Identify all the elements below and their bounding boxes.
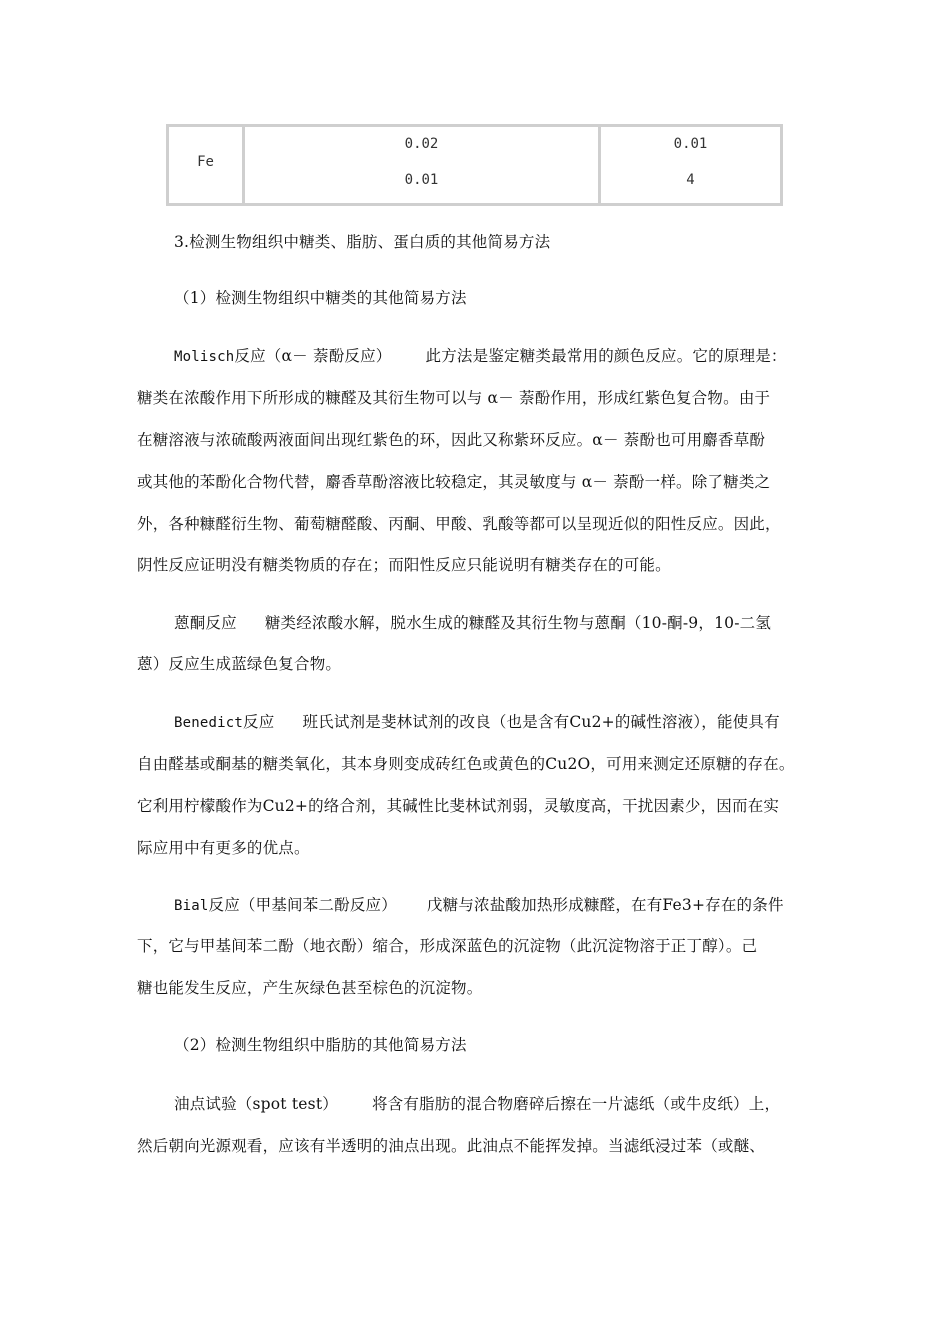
term-label: 反应: [243, 713, 275, 731]
paragraph-line: 下，它与甲基间苯二酚（地衣酚）缩合，形成深蓝色的沉淀物（此沉淀物溶于正丁醇）。己: [137, 937, 758, 955]
subsection-heading: （2）检测生物组织中脂肪的其他简易方法: [174, 1036, 467, 1054]
element-table: [166, 124, 783, 206]
term-label: 反应（α－ 萘酚反应）: [234, 347, 392, 365]
paragraph-line: 蒽）反应生成蓝绿色复合物。: [137, 655, 342, 673]
term-label: 蒽酮反应: [174, 614, 237, 632]
paragraph-line: 自由醛基或酮基的糖类氧化，其本身则变成砖红色或黄色的Cu2O，可用来测定还原糖的存在。: [137, 755, 795, 773]
table-value: 0.01: [673, 136, 708, 152]
paragraph-line: 糖也能发生反应，产生灰绿色甚至棕色的沉淀物。: [137, 979, 483, 997]
term-latin: Molisch: [174, 349, 235, 365]
row-label: Fe: [197, 154, 214, 170]
paragraph-text: 将含有脂肪的混合物磨碎后擦在一片滤纸（或牛皮纸）上，: [371, 1095, 781, 1113]
paragraph-text: 此方法是鉴定糖类最常用的颜色反应。它的原理是：: [425, 347, 787, 365]
paragraph-line: 际应用中有更多的优点。: [137, 839, 310, 857]
table-value: 0.02: [404, 136, 439, 152]
paragraph-line: 然后朝向光源观看，应该有半透明的油点出现。此油点不能挥发掉。当滤纸浸过苯（或醚、: [137, 1137, 766, 1155]
table-cell-col2: [245, 127, 601, 203]
table-value: 0.01: [404, 172, 439, 188]
table-cell-col3: [601, 127, 780, 203]
subsection-heading: （1）检测生物组织中糖类的其他简易方法: [174, 289, 467, 307]
paragraph-line: [174, 342, 787, 371]
paragraph-text: 糖类经浓酸水解，脱水生成的糠醛及其衍生物与蒽酮（10-酮-9，10-二氢: [264, 614, 772, 632]
paragraph-line: 在糖溶液与浓硫酸两液面间出现红紫色的环，因此又称紫环反应。α－ 萘酚也可用麝香草酚: [137, 431, 766, 449]
term-latin: Bial: [174, 898, 209, 914]
paragraph-line: 或其他的苯酚化合物代替，麝香草酚溶液比较稳定，其灵敏度与 α－ 萘酚一样。除了糖类之: [137, 473, 771, 491]
paragraph-text: 戊糖与浓盐酸加热形成糠醛，在有Fe3+存在的条件: [426, 896, 784, 914]
paragraph-line: 阴性反应证明没有糖类物质的存在；而阳性反应只能说明有糖类存在的可能。: [137, 556, 671, 574]
term-label: 反应（甲基间苯二酚反应）: [208, 896, 397, 914]
section-heading: 3.检测生物组织中糖类、脂肪、蛋白质的其他简易方法: [174, 233, 551, 251]
paragraph-line: [174, 891, 784, 920]
table-value: 4: [686, 172, 695, 188]
paragraph-line: 外，各种糠醛衍生物、葡萄糖醛酸、丙酮、甲酸、乳酸等都可以呈现近似的阳性反应。因此，: [137, 515, 781, 533]
term-label: 油点试验（spot test）: [174, 1095, 338, 1113]
table-cell-label: [169, 127, 245, 203]
paragraph-line: 糖类在浓酸作用下所形成的糠醛及其衍生物可以与 α－ 萘酚作用，形成红紫色复合物。由于: [137, 389, 771, 407]
paragraph-line: [174, 708, 780, 737]
paragraph-text: 班氏试剂是斐林试剂的改良（也是含有Cu2+的碱性溶液），能使具有: [302, 713, 780, 731]
term-latin: Benedict: [174, 715, 244, 731]
paragraph-line: [174, 609, 771, 637]
paragraph-line: [174, 1090, 780, 1118]
paragraph-line: 它利用柠檬酸作为Cu2+的络合剂，其碱性比斐林试剂弱，灵敏度高，干扰因素少，因而在实: [137, 797, 780, 815]
